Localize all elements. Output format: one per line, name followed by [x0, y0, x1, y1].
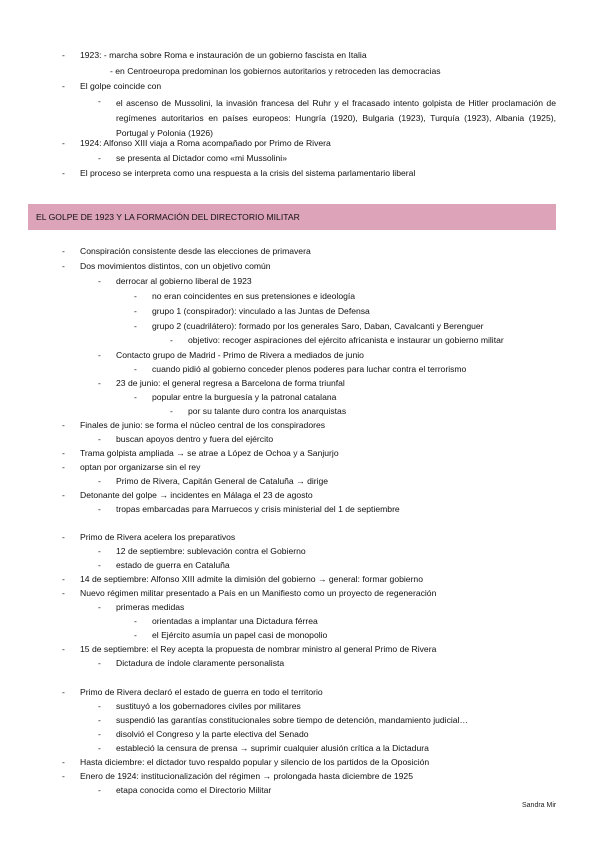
bullet-dash: - — [98, 785, 101, 795]
list-item: estado de guerra en Cataluña — [116, 560, 230, 570]
bullet-dash: - — [134, 364, 137, 374]
bullet-dash: - — [62, 574, 65, 584]
list-item: Finales de junio: se forma el núcleo central de los conspiradores — [80, 420, 326, 430]
text-proceso: El proceso se interpreta como una respuesta a la crisis del sistema parlamentario liberal — [80, 168, 416, 178]
section-title: EL GOLPE DE 1923 Y LA FORMACIÓN DEL DIRECTORIO MILITAR — [36, 212, 300, 222]
list-item: Primo de Rivera, Capitán General de Cataluña → dirige — [116, 476, 329, 486]
bullet-dash: - — [98, 504, 101, 514]
list-item: primeras medidas — [116, 602, 185, 612]
list-item: Conspiración consistente desde las elecciones de primavera — [80, 246, 311, 256]
list-item: Hasta diciembre: el dictador tuvo respaldo popular y silencio de los partidos de la Oposición — [80, 757, 430, 767]
bullet-dash: - — [134, 321, 137, 331]
bullet-dash: - — [62, 771, 65, 781]
bullet-dash: - — [62, 644, 65, 654]
list-item: 23 de junio: el general regresa a Barcelona de forma triunfal — [116, 378, 345, 388]
bullet-dash: - — [98, 476, 101, 486]
bullet-dash: - — [98, 602, 101, 612]
bullet-dash: - — [62, 757, 65, 767]
text-1924: 1924: Alfonso XIII viaja a Roma acompañado por Primo de Rivera — [80, 138, 331, 148]
text-golpe-coincide: El golpe coincide con — [80, 81, 162, 91]
list-item: no eran coincidentes en sus pretensiones e ideología — [152, 291, 356, 301]
bullet-dash: - — [98, 729, 101, 739]
bullet-dash: - — [62, 687, 65, 697]
bullet-dash: - — [98, 658, 101, 668]
list-item: popular entre la burguesía y la patronal catalana — [152, 392, 337, 402]
bullet-dash: - — [62, 50, 65, 60]
list-item: Nuevo régimen militar presentado a País en un Manifiesto como un proyecto de regeneración — [80, 588, 437, 598]
bullet-dash: - — [62, 588, 65, 598]
list-item: sustituyó a los gobernadores civiles por militares — [116, 701, 301, 711]
list-item: el Ejército asumía un papel casi de monopolio — [152, 630, 328, 640]
bullet-dash: - — [134, 392, 137, 402]
list-item: grupo 1 (conspirador): vinculado a las Juntas de Defensa — [152, 306, 370, 316]
bullet-dash: - — [62, 246, 65, 256]
list-item: 14 de septiembre: Alfonso XIII admite la dimisión del gobierno → general: formar gobierno — [80, 574, 423, 584]
list-item: Contacto grupo de Madrid - Primo de Rivera a mediados de junio — [116, 350, 364, 360]
list-item: 12 de septiembre: sublevación contra el Gobierno — [116, 546, 306, 556]
bullet-dash: - — [98, 434, 101, 444]
list-item: Trama golpista ampliada → se atrae a López de Ochoa y a Sanjurjo — [80, 448, 339, 458]
bullet-dash: - — [62, 448, 65, 458]
text-golpe-detail: el ascenso de Mussolini, la invasión francesa del Ruhr y el fracasado intento golpista de Hitler proclamación de regímenes autoritarios en países europeos: Hungría (1920), Bulgaria (1923), Turquía (1923), Albania (1925), Portugal y Polonia (1926) — [116, 98, 556, 138]
bullet-dash: - — [98, 276, 101, 286]
bullet-dash: - — [134, 291, 137, 301]
bullet-dash: - — [170, 335, 173, 345]
bullet-dash: - — [62, 462, 65, 472]
list-item: Dictadura de índole claramente personalista — [116, 658, 285, 668]
bullet-dash: - — [98, 378, 101, 388]
bullet-dash: - — [134, 630, 137, 640]
list-item: objetivo: recoger aspiraciones del ejército africanista e instaurar un gobierno militar — [188, 335, 504, 345]
list-item: grupo 2 (cuadrilátero): formado por los generales Saro, Daban, Cavalcanti y Berenguer — [152, 321, 484, 331]
list-item: etapa conocida como el Directorio Militar — [116, 785, 272, 795]
bullet-dash: - — [62, 420, 65, 430]
list-item: estableció la censura de prensa → suprimir cualquier alusión crítica a la Dictadura — [116, 743, 429, 753]
bullet-dash: - — [98, 153, 101, 163]
list-item: suspendió las garantías constitucionales sobre tiempo de detención, mandamiento judicial… — [116, 715, 469, 725]
bullet-dash: - — [134, 306, 137, 316]
bullet-dash: - — [98, 701, 101, 711]
bullet-dash: - — [98, 96, 101, 106]
bullet-dash: - — [62, 490, 65, 500]
bullet-dash: - — [98, 743, 101, 753]
bullet-dash: - — [98, 715, 101, 725]
bullet-dash: - — [98, 560, 101, 570]
bullet-dash: - — [62, 532, 65, 542]
text-1924-sub: se presenta al Dictador como «mi Mussolini» — [116, 153, 287, 163]
list-item: Primo de Rivera acelera los preparativos — [80, 532, 236, 542]
author-footer: Sandra Mir — [522, 802, 557, 809]
bullet-dash: - — [62, 168, 65, 178]
list-item: Primo de Rivera declaró el estado de guerra en todo el territorio — [80, 687, 323, 697]
list-item: Dos movimientos distintos, con un objetivo común — [80, 261, 271, 271]
list-item: 15 de septiembre: el Rey acepta la propuesta de nombrar ministro al general Primo de Rivera — [80, 644, 437, 654]
text-1923-rome: 1923: - marcha sobre Roma e instauración de un gobierno fascista en Italia — [80, 50, 367, 60]
list-item: Detonante del golpe → incidentes en Málaga el 23 de agosto — [80, 490, 313, 500]
text-1923-centroeuropa: - en Centroeuropa predominan los gobiernos autoritarios y retroceden las democracias — [110, 66, 441, 76]
list-item: orientadas a implantar una Dictadura férrea — [152, 616, 318, 626]
list-item: por su talante duro contra los anarquistas — [188, 406, 347, 416]
bullet-dash: - — [134, 616, 137, 626]
bullet-dash: - — [62, 261, 65, 271]
bullet-dash: - — [170, 406, 173, 416]
list-item: tropas embarcadas para Marruecos y crisis ministerial del 1 de septiembre — [116, 504, 400, 514]
list-item: cuando pidió al gobierno conceder plenos poderes para luchar contra el terrorismo — [152, 364, 467, 374]
list-item: derrocar al gobierno liberal de 1923 — [116, 276, 252, 286]
list-item: Enero de 1924: institucionalización del régimen → prolongada hasta diciembre de 1925 — [80, 771, 413, 781]
list-item: disolvió el Congreso y la parte electiva del Senado — [116, 729, 309, 739]
list-item: optan por organizarse sin el rey — [80, 462, 201, 472]
list-item: buscan apoyos dentro y fuera del ejército — [116, 434, 274, 444]
bullet-dash: - — [98, 350, 101, 360]
bullet-dash: - — [62, 138, 65, 148]
bullet-dash: - — [98, 546, 101, 556]
bullet-dash: - — [62, 81, 65, 91]
